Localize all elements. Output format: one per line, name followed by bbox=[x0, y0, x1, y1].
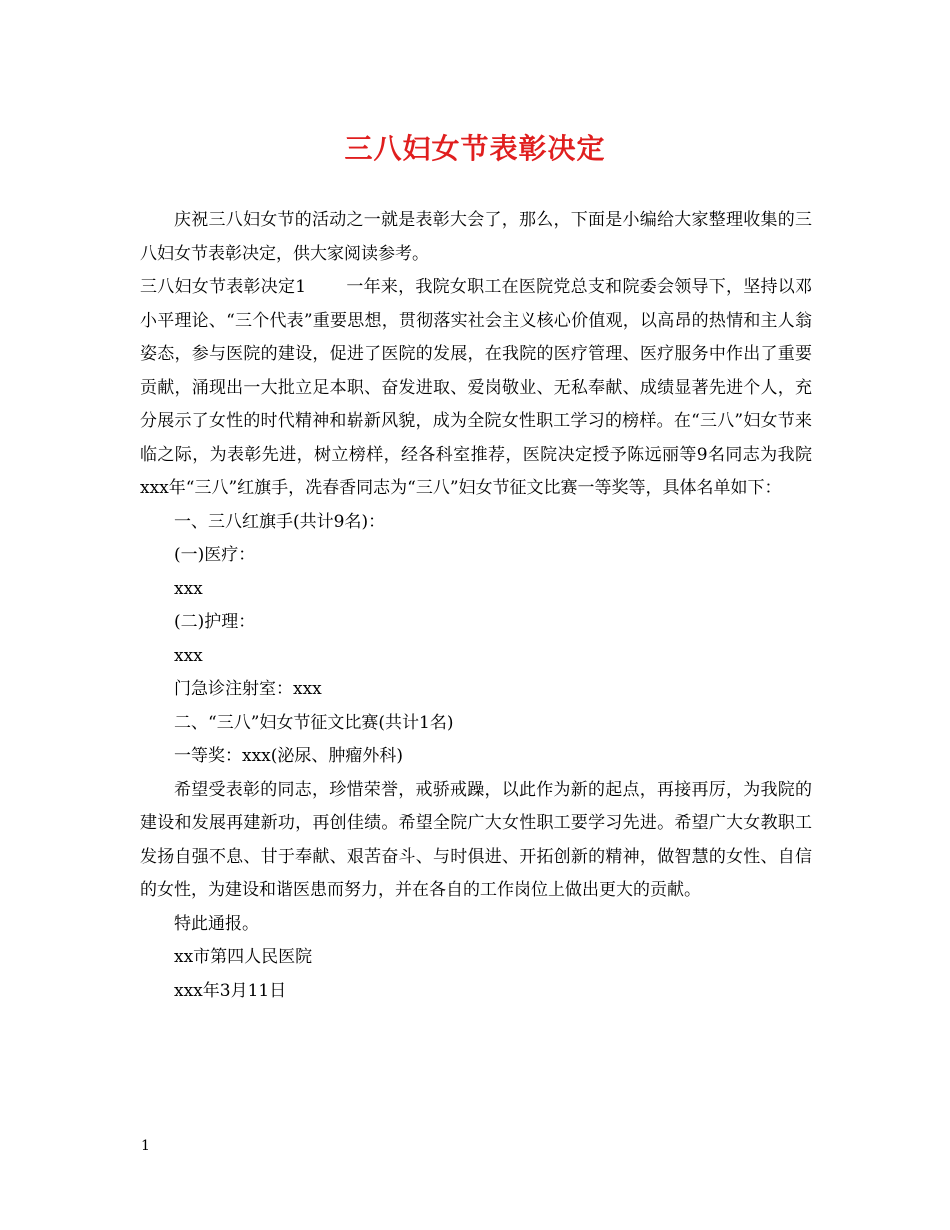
section-paragraph bbox=[140, 271, 812, 506]
list-line: xxx bbox=[174, 578, 203, 599]
list-line: xxx bbox=[174, 645, 203, 666]
list-line: 一等奖：xxx(泌尿、肿瘤外科) bbox=[174, 746, 404, 766]
list-line: (一)医疗： bbox=[174, 545, 256, 565]
section-intro-text: 一年来，我院女职工在医院党总支和院委会领导下，坚持以邓小平理论、“三个代表”重要思想，贯彻落实社会主义核心价值观，以高昂的热情和主人翁姿态，参与医院的建设，促进了医院的发展，在我院的医疗管理、医疗服务中作出了重要贡献，涌现出一大批立足本职、奋发进取、爱岗敬业、无私奉献、成绩显著先进个人，充分展示了女性的时代精神和崭新风貌，成为全院女性职工学习的榜样。在“三八”妇女节来临之际，为表彰先进，树立榜样，经各科室推荐，医院决定授予陈远丽等9名同志为我院xxx年“三八”红旗手，冼春香同志为“三八”妇女节征文比赛一等奖等，具体名单如下： bbox=[140, 277, 812, 498]
list-line: (二)护理： bbox=[174, 612, 256, 632]
date-line: xxx年3月11日 bbox=[174, 980, 287, 1001]
document-body bbox=[140, 204, 812, 1008]
page-number: 1 bbox=[141, 1138, 150, 1154]
list-line: 门急诊注射室：xxx bbox=[174, 679, 322, 699]
list-line: 二、“三八”妇女节征文比赛(共计1名) bbox=[174, 712, 454, 733]
signature-line: xx市第四人民医院 bbox=[174, 947, 313, 967]
list-line: 一、三八红旗手(共计9名)： bbox=[174, 511, 386, 532]
document-title: 三八妇女节表彰决定 bbox=[344, 132, 606, 165]
closing-paragraph: 希望受表彰的同志，珍惜荣誉，戒骄戒躁，以此作为新的起点，再接再厉，为我院的建设和发展再建新功，再创佳绩。希望全院广大女性职工要学习先进。希望广大女教职工发扬自强不息、甘于奉献、艰苦奋斗、与时俱进、开拓创新的精神，做智慧的女性、自信的女性，为建设和谐医患而努力，并在各自的工作岗位上做出更大的贡献。 bbox=[140, 779, 812, 900]
section-heading: 三八妇女节表彰决定1 bbox=[140, 277, 307, 297]
intro-paragraph: 庆祝三八妇女节的活动之一就是表彰大会了，那么，下面是小编给大家整理收集的三八妇女节表彰决定，供大家阅读参考。 bbox=[140, 210, 812, 264]
notice-line: 特此通报。 bbox=[174, 913, 259, 934]
